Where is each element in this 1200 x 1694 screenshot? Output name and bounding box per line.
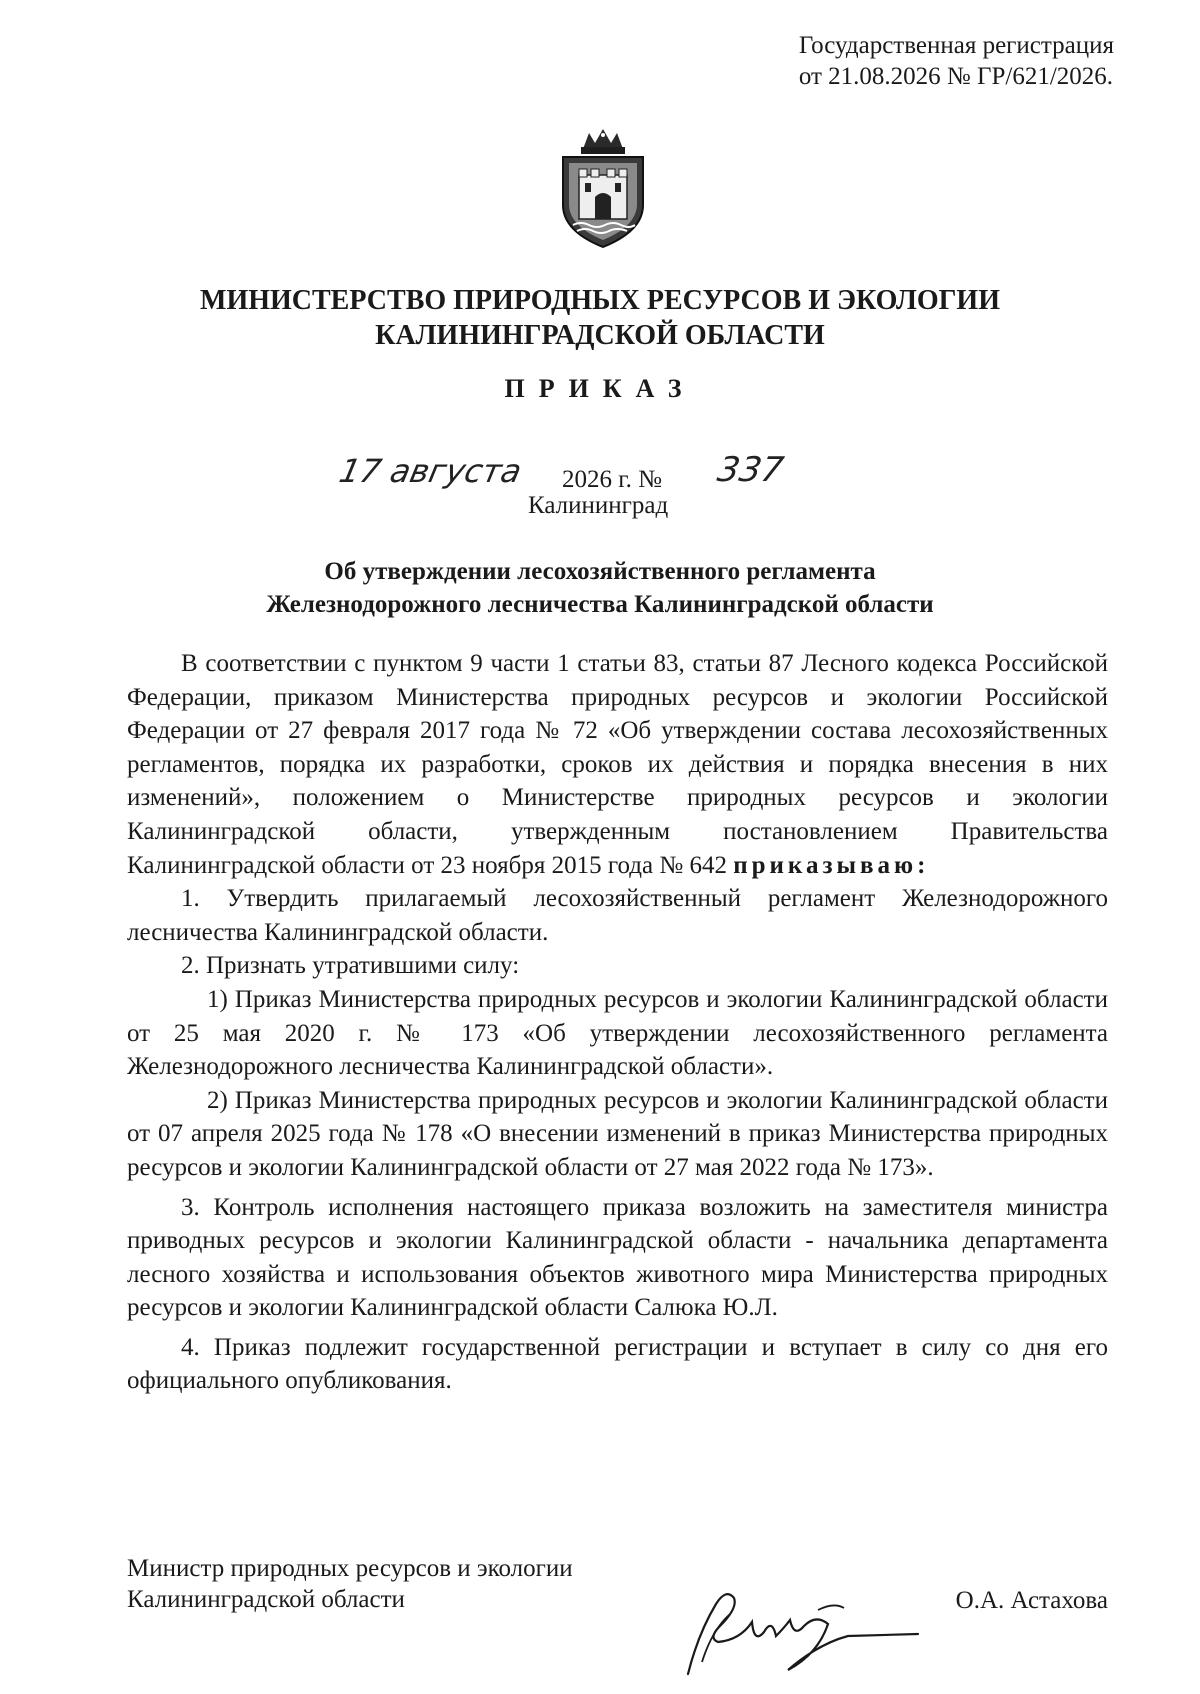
- clause-4: 4. Приказ подлежит государственной регистрации и вступает в силу со дня его официального опубликования.: [127, 1333, 1108, 1395]
- handwritten-order-number: 337: [714, 450, 787, 490]
- ministry-name: [0, 283, 1200, 353]
- coat-of-arms-icon: [555, 127, 651, 251]
- order-subject: [0, 555, 1200, 621]
- registration-line-1: Государственная регистрация: [798, 32, 1114, 59]
- clause-2: 2. Признать утратившими силу:: [181, 952, 520, 980]
- order-subject-line-2: Железнодорожного лесничества Калининградской области: [266, 591, 934, 618]
- order-subject-line-1: Об утверждении лесохозяйственного регламента: [324, 558, 876, 585]
- signatory-name: О.А. Астахова: [955, 1587, 1108, 1614]
- clause-2-2: 2) Приказ Министерства природных ресурсов и экологии Калининградской области от 07 апреля 2025 года № 178 «О внесении изменений в приказ Министерства природных ресурсов и экологии Калининградской области от 27 мая 2022 года № 173».: [127, 1086, 1108, 1181]
- order-word: приказываю:: [733, 851, 930, 879]
- signatory-title-line-2: Калининградской области: [127, 1586, 405, 1613]
- handwritten-date: 17 августа: [335, 452, 525, 490]
- ministry-name-line-1: МИНИСТЕРСТВО ПРИРОДНЫХ РЕСУРСОВ И ЭКОЛОГИИ: [200, 285, 1000, 316]
- clause-2-1: 1) Приказ Министерства природных ресурсов и экологии Калининградской области от 25 мая 2020 г. № 173 «Об утверждении лесохозяйственного регламента Железнодорожного лесничества Калининградской области».: [127, 985, 1108, 1081]
- signatory-title: [127, 1553, 573, 1615]
- clause-3: 3. Контроль исполнения настоящего приказа возложить на заместителя министра приводных ресурсов и экологии Калининградской области - начальника департамента лесного хозяйства и использования объектов животного мира Министерства природных ресурсов и экологии Калининградской области Салюка Ю.Л.: [127, 1193, 1108, 1322]
- handwritten-signature: [668, 1574, 928, 1684]
- signatory-title-line-1: Министр природных ресурсов и экологии: [127, 1555, 573, 1582]
- preamble-paragraph: [127, 647, 1108, 882]
- registration-line-2: от 21.08.2026 № ГР/621/2026.: [798, 63, 1114, 90]
- year-label: 2026 г. №: [562, 466, 663, 493]
- city-label: Калининград: [528, 492, 669, 519]
- ministry-name-line-2: КАЛИНИНГРАДСКОЙ ОБЛАСТИ: [375, 320, 825, 351]
- clause-1: 1. Утвердить прилагаемый лесохозяйственный регламент Железнодорожного лесничества Калининградской области.: [127, 885, 1108, 946]
- preamble-text: В соответствии с пунктом 9 части 1 статьи 83, статьи 87 Лесного кодекса Российской Федерации, приказом Министерства природных ресурсов и экологии Российской Федерации от 27 февраля 2017 года № 72 «Об утверждении состава лесохозяйственных регламентов, порядка их разработки, сроков их действия и порядка внесения в них изменений», положением о Министерстве природных ресурсов и экологии Калининградской области, утвержденным постановлением Правительства Калининградской области от 23 ноября 2015 года № 642: [127, 650, 1108, 879]
- registration-stamp: [799, 30, 1114, 92]
- document-type: ПРИКАЗ: [504, 374, 696, 403]
- order-body: [127, 647, 1108, 1398]
